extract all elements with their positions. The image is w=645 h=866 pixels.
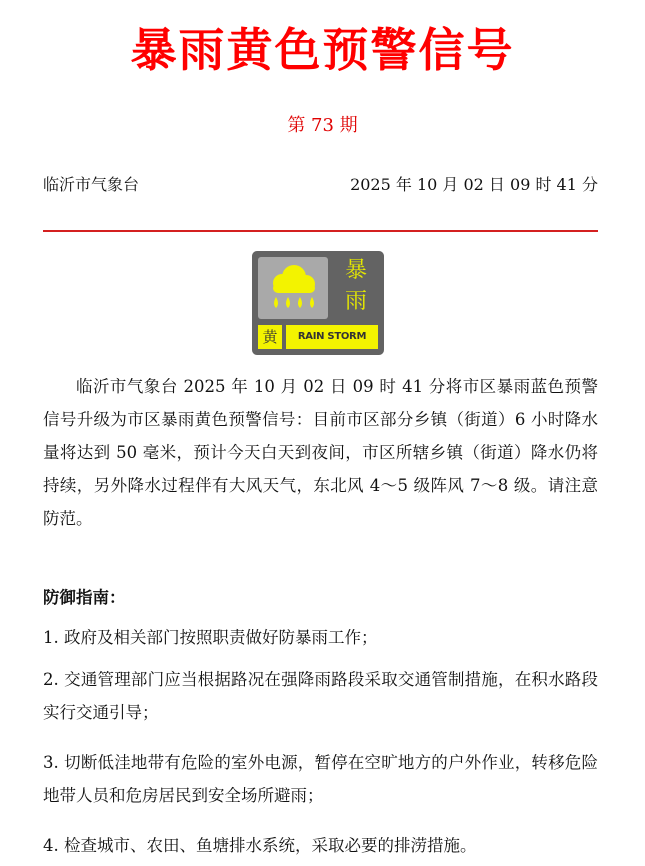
issuing-organization: 临沂市气象台 [43, 175, 140, 194]
warning-badge [252, 251, 384, 355]
badge-english-label: RAIN STORM [286, 325, 378, 349]
title-divider [43, 230, 598, 232]
guidance-item-2: 2. 交通管理部门应当根据路况在强降雨路段采取交通管制措施，在积水路段实行交通引导； [43, 670, 598, 722]
badge-char-bottom: 雨 [344, 289, 367, 314]
warning-paragraph: 临沂市气象台 2025 年 10 月 02 日 09 时 41 分将市区暴雨蓝色预警信号升级为市区暴雨黄色预警信号：目前市区部分乡镇（街道）6 小时降水量将达到 50 毫米，预计今天白天到夜间，市区所辖乡镇（街道）降水仍将持续，另外降水过程伴有大风天气，东北风 4～5 级阵风 7～8 级。请注意防范。 [43, 377, 598, 528]
warning-title: 暴雨黄色预警信号 [130, 23, 515, 77]
guidance-item-1: 1. 政府及相关部门按照职责做好防暴雨工作； [43, 628, 378, 647]
guidance-item-3: 3. 切断低洼地带有危险的室外电源，暂停在空旷地方的户外作业，转移危险地带人员和危房居民到安全场所避雨； [43, 753, 598, 805]
badge-level: 黄 [258, 325, 282, 349]
meta-row [43, 172, 598, 198]
guidance-item-4: 4. 检查城市、农田、鱼塘排水系统，采取必要的排涝措施。 [43, 836, 477, 855]
issue-datetime: 2025 年 10 月 02 日 09 时 41 分 [350, 175, 598, 194]
badge-bottom-strip [258, 325, 378, 349]
rain-cloud-icon [258, 257, 328, 319]
badge-char-top: 暴 [344, 258, 367, 283]
guidance-heading: 防御指南： [43, 588, 126, 607]
issue-number: 第 73 期 [287, 115, 358, 136]
